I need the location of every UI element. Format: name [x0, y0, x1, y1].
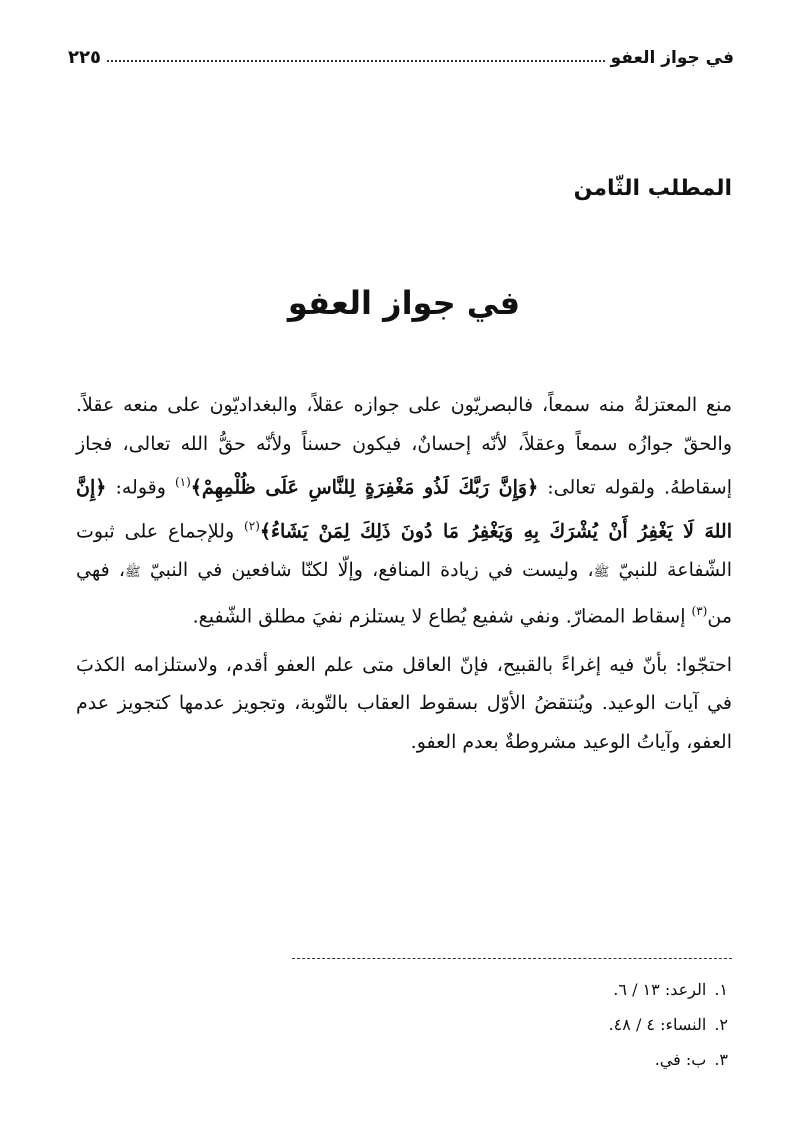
text-run: وقوله:	[106, 476, 175, 499]
footnote-number: ٢.	[714, 1015, 728, 1034]
footnote-ref-3[interactable]: (٣)	[691, 604, 708, 619]
running-title: في جواز العفو	[610, 48, 734, 68]
text-run: وللإجماع على ثبوت الشّفاعة للنبيّ	[76, 520, 732, 581]
section-label: المطلب الثّامن	[573, 176, 732, 201]
body-text	[76, 386, 732, 761]
salawat-glyph: ﷺ	[593, 564, 610, 580]
footnote-text: النساء: ٤ / ٤٨.	[608, 1015, 707, 1034]
footnote-item	[609, 1042, 728, 1077]
footnote-item	[609, 972, 728, 1007]
text-run: إسقاط المضارّ. ونفي شفيع يُطاع لا يستلزم نفيَ مطلق الشّفيع.	[192, 605, 692, 628]
footnote-divider	[292, 958, 732, 959]
paragraph-1	[76, 386, 732, 636]
quran-verse-2: ﴿إِنَّ اللهَ لَا يَغْفِرُ أَنْ يُشْرَكَ بِهِ وَيَغْفِرُ مَا دُونَ ذَلِكَ لِمَنْ يَشَاءُ﴾	[76, 476, 732, 543]
footnote-item	[609, 1007, 728, 1042]
page-number: ٢٢٥	[68, 47, 101, 68]
paragraph-2: احتجّوا: بأنّ فيه إغراءً بالقبيح، فإنّ العاقل متى علم العفو أقدم، ولاستلزامه الكذبَ في آيات الوعيد. ويُنتقضُ الأوّل بسقوط العقاب بالتّوبة، وتجويز عدمها كتجويز عدم العفو، وآياتُ الوعيد مشروطةٌ بعدم العفو.	[76, 653, 732, 753]
footnote-number: ١.	[714, 980, 728, 999]
footnote-ref-2[interactable]: (٢)	[244, 518, 260, 533]
text-run: ، وليست في زيادة المنافع، وإلّا لكنّا شافعين في النبيّ	[140, 558, 594, 581]
header-dot-leader	[107, 59, 605, 62]
footnote-ref-1[interactable]: (١)	[174, 475, 191, 489]
footnote-number: ٣.	[714, 1050, 728, 1069]
quran-verse-1: ﴿وَإِنَّ رَبَّكَ لَذُو مَغْفِرَةٍ لِلنَّاسِ عَلَى ظُلْمِهِمْ﴾	[190, 476, 539, 499]
text-run: منع المعتزلةُ منه سمعاً، فالبصريّون على جوازه عقلاً، والبغداديّون على منعه عقلاً. والحقّ جوازُه سمعاً وعقلاً، لأنّه إحسانٌ، فيكون حسناً ولأنّه حقُّ الله تعالى، فجاز إسقاطهُ. ولقوله تعالى:	[76, 394, 732, 499]
chapter-title: في جواز العفو	[287, 284, 521, 322]
footnote-text: الرعد: ١٣ / ٦.	[613, 980, 707, 999]
text-run: ، فهي من	[76, 558, 732, 628]
salawat-glyph: ﷺ	[124, 564, 141, 580]
footnotes	[609, 972, 728, 1077]
footnote-text: ب: في.	[654, 1050, 707, 1069]
running-header	[68, 38, 734, 68]
